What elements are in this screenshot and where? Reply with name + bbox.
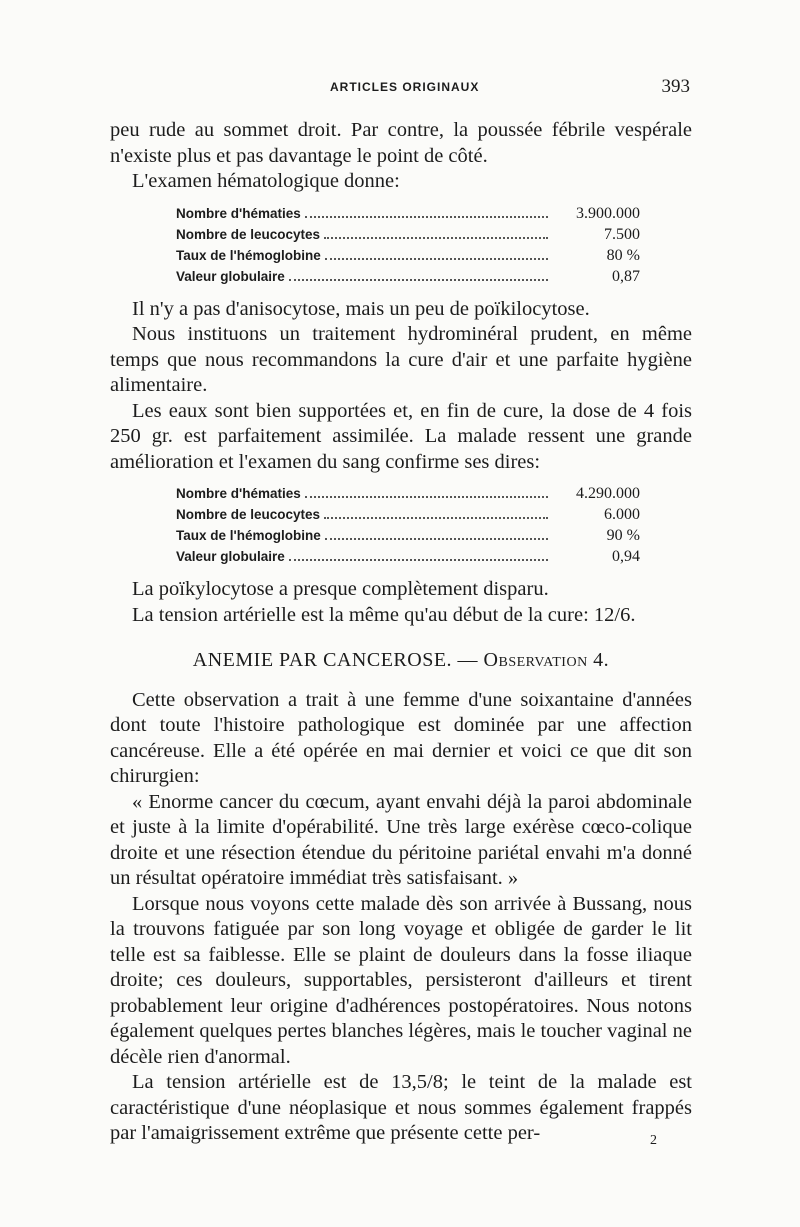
row-label: Nombre d'hématies	[176, 486, 301, 501]
paragraph: Lorsque nous voyons cette malade dès son arrivée à Bussang, nous la trouvons fatiguée par son long voyage et obligée de garder le lit telle est sa faiblesse. Elle se plaint de douleurs dans la fosse iliaque droite; ces douleurs, supportables, persisteront d'ailleurs et tirent probablement leur origine d'adhérences postopératoires. Nous notons également quelques pertes blanches légères, mais le toucher vaginal ne décèle rien d'anormal.	[110, 892, 692, 1068]
paragraph: La tension artérielle est de 13,5/8; le teint de la malade est caractéristique d'une néoplasique et nous sommes également frappés par l'amaigrissement extrême que présente cette per-	[110, 1071, 692, 1144]
row-value: 90 %	[606, 527, 640, 544]
article-body	[110, 118, 692, 1147]
leader-dots	[305, 216, 548, 218]
row-label: Nombre de leucocytes	[176, 226, 321, 242]
table-row	[176, 203, 640, 224]
running-head: ARTICLES ORIGINAUX	[330, 80, 480, 94]
row-value: 0,94	[612, 548, 640, 565]
signature-mark: 2	[650, 1133, 657, 1148]
section-dash: —	[452, 649, 484, 671]
table-row	[176, 504, 640, 525]
table-row	[176, 224, 640, 245]
row-value: 3.900.000	[576, 204, 640, 222]
leader-dots	[289, 559, 548, 561]
hematology-table-1	[176, 203, 640, 287]
paragraph: peu rude au sommet droit. Par contre, la poussée fébrile vespérale n'existe plus et pas davantage le point de côté.	[110, 119, 692, 167]
paragraph: L'examen hématologique donne:	[132, 170, 400, 192]
paragraph: La tension artérielle est la même qu'au début de la cure: 12/6.	[132, 603, 636, 626]
paragraph: Les eaux sont bien supportées et, en fin de cure, la dose de 4 fois 250 gr. est parfaitement assimilée. La malade ressent une grande amélioration et l'examen du sang confirme ses dires:	[110, 399, 692, 473]
row-value: 7.500	[604, 225, 640, 243]
row-value: 4.290.000	[576, 485, 640, 502]
leader-dots	[325, 258, 548, 260]
table-row	[176, 525, 640, 546]
paragraph: Nous instituons un traitement hydrominéral prudent, en même temps que nous recommandons la cure d'air et une parfaite hygiène alimentaire.	[110, 323, 692, 396]
table-row	[176, 245, 640, 266]
row-label: Nombre de leucocytes	[176, 507, 321, 522]
table-row	[176, 266, 640, 287]
leader-dots	[289, 279, 548, 281]
leader-dots	[324, 237, 548, 239]
row-label: Taux de l'hémoglobine	[176, 247, 321, 263]
hematology-table-2	[176, 483, 640, 567]
surgeon-quote: « Enorme cancer du cœcum, ayant envahi déjà la paroi abdominale et juste à la limite d'opérabilité. Une très large exérèse cœco-colique droite et une résection étendue du péritoine pariétal envahi m'a donné un résultat opératoire immédiat très satisfaisant. »	[110, 790, 692, 889]
leader-dots	[305, 496, 548, 498]
row-label: Valeur globulaire	[176, 268, 285, 284]
section-title: ANEMIE PAR CANCEROSE.	[192, 649, 453, 671]
row-label: Taux de l'hémoglobine	[176, 528, 321, 543]
paragraph: Il n'y a pas d'anisocytose, mais un peu de poïkilocytose.	[132, 297, 590, 320]
table-row	[176, 546, 640, 567]
leader-dots	[324, 517, 548, 519]
table-row	[176, 483, 640, 504]
page-header	[110, 78, 690, 102]
row-label: Nombre d'hématies	[176, 205, 301, 221]
paragraph: La poïkylocytose a presque complètement disparu.	[132, 578, 549, 600]
section-heading	[110, 648, 692, 674]
row-value: 6.000	[604, 506, 640, 523]
paragraph: Cette observation a trait à une femme d'une soixantaine d'années dont toute l'histoire pathologique est dominée par une affection cancéreuse. Elle a été opérée en mai dernier et voici ce que dit son chirurgien:	[110, 688, 692, 787]
row-value: 0,87	[612, 267, 640, 285]
leader-dots	[325, 538, 548, 540]
row-value: 80 %	[606, 246, 640, 264]
page-number: 393	[661, 76, 690, 97]
observation-label: Observation 4.	[483, 649, 610, 671]
row-label: Valeur globulaire	[176, 549, 285, 564]
